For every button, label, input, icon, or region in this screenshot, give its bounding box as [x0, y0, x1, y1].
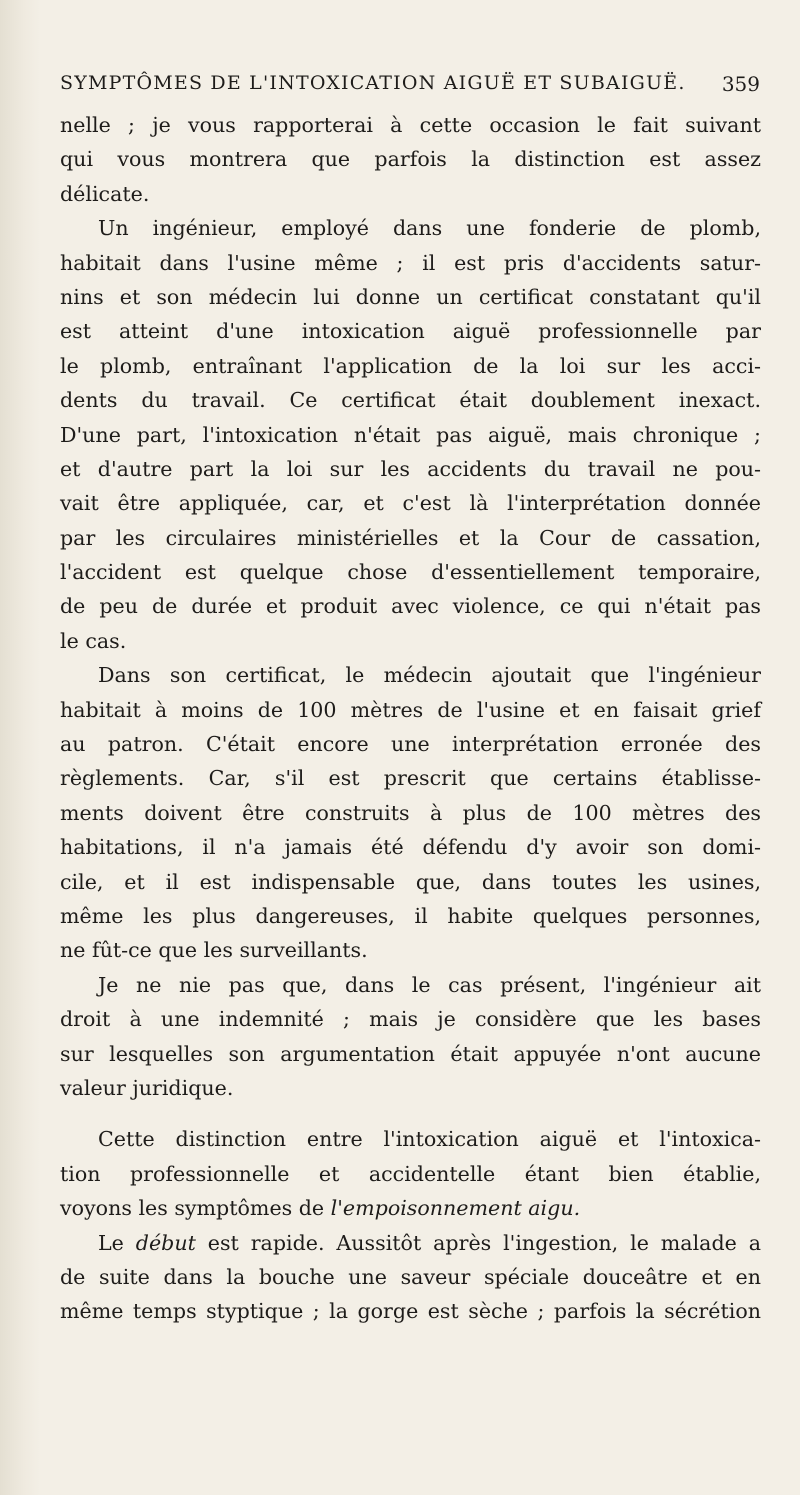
text-line: habitations, il n'a jamais été défendu d'y avoir son domi-: [60, 835, 761, 860]
running-head: SYMPTÔMES DE L'INTOXICATION AIGUË ET SUBAIGUË.: [60, 72, 686, 94]
text-line: habitait à moins de 100 mètres de l'usine et en faisait grief: [60, 697, 761, 722]
text-span: voyons les symptômes de: [60, 1196, 325, 1221]
text-line: de suite dans la bouche une saveur spéciale douceâtre et en: [60, 1264, 761, 1289]
text-line: vait être appliquée, car, et c'est là l'interprétation donnée: [60, 491, 761, 516]
text-line: Un ingénieur, employé dans une fonderie de plomb,: [98, 216, 761, 241]
page-number: 359: [721, 72, 760, 96]
text-line: ne fût-ce que les surveillants.: [60, 938, 368, 963]
text-line: droit à une indemnité ; mais je considère que les bases: [60, 1007, 761, 1032]
text-line: qui vous montrera que parfois la distinction est assez: [60, 147, 761, 172]
text-line: valeur juridique.: [60, 1075, 234, 1100]
text-line: sur lesquelles son argumentation était appuyée n'ont aucune: [60, 1041, 761, 1066]
text-span: Le: [98, 1230, 124, 1255]
text-line: règlements. Car, s'il est prescrit que certains établisse-: [60, 766, 761, 791]
text-line: tion professionnelle et accidentelle étant bien établie,: [60, 1161, 761, 1186]
text-line: par les circulaires ministérielles et la Cour de cassation,: [60, 525, 761, 550]
text-line: et d'autre part la loi sur les accidents du travail ne pou-: [60, 456, 761, 481]
paragraph-gap: [60, 1105, 761, 1122]
italic-term: début: [135, 1230, 196, 1255]
text-line: [60, 1226, 761, 1260]
text-span: est rapide. Aussitôt après l'ingestion, le malade a: [207, 1230, 762, 1255]
text-line: l'accident est quelque chose d'essentiellement temporaire,: [60, 560, 761, 585]
text-line: le plomb, entraînant l'application de la loi sur les acci-: [60, 353, 761, 378]
text-line: nins et son médecin lui donne un certificat constatant qu'il: [60, 284, 761, 309]
page-edge: [0, 0, 40, 1495]
page-header: [60, 72, 760, 112]
body-text: [60, 108, 761, 1329]
text-line: nelle ; je vous rapporterai à cette occasion le fait suivant: [60, 113, 761, 137]
text-line: même les plus dangereuses, il habite quelques personnes,: [60, 903, 761, 928]
text-line: le cas.: [60, 628, 127, 653]
italic-term: l'empoisonnement aigu.: [330, 1196, 581, 1221]
text-line: D'une part, l'intoxication n'était pas aiguë, mais chronique ;: [60, 422, 761, 447]
text-line: même temps styptique ; la gorge est sèche ; parfois la sécrétion: [60, 1299, 761, 1324]
text-line: Cette distinction entre l'intoxication aiguë et l'intoxica-: [98, 1127, 761, 1152]
text-line: au patron. C'était encore une interprétation erronée des: [60, 732, 761, 757]
text-line: ments doivent être construits à plus de 100 mètres des: [60, 800, 761, 825]
text-line: dents du travail. Ce certificat était doublement inexact.: [60, 388, 761, 413]
text-line: de peu de durée et produit avec violence, ce qui n'était pas: [60, 594, 761, 619]
text-line: est atteint d'une intoxication aiguë professionnelle par: [60, 319, 761, 344]
text-line: délicate.: [60, 181, 150, 206]
text-line: cile, et il est indispensable que, dans toutes les usines,: [60, 869, 761, 894]
text-line: Dans son certificat, le médecin ajoutait que l'ingénieur: [98, 663, 761, 688]
text-line: Je ne nie pas que, dans le cas présent, l'ingénieur ait: [98, 972, 761, 997]
text-line: [60, 1191, 761, 1225]
text-line: habitait dans l'usine même ; il est pris d'accidents satur-: [60, 250, 761, 275]
